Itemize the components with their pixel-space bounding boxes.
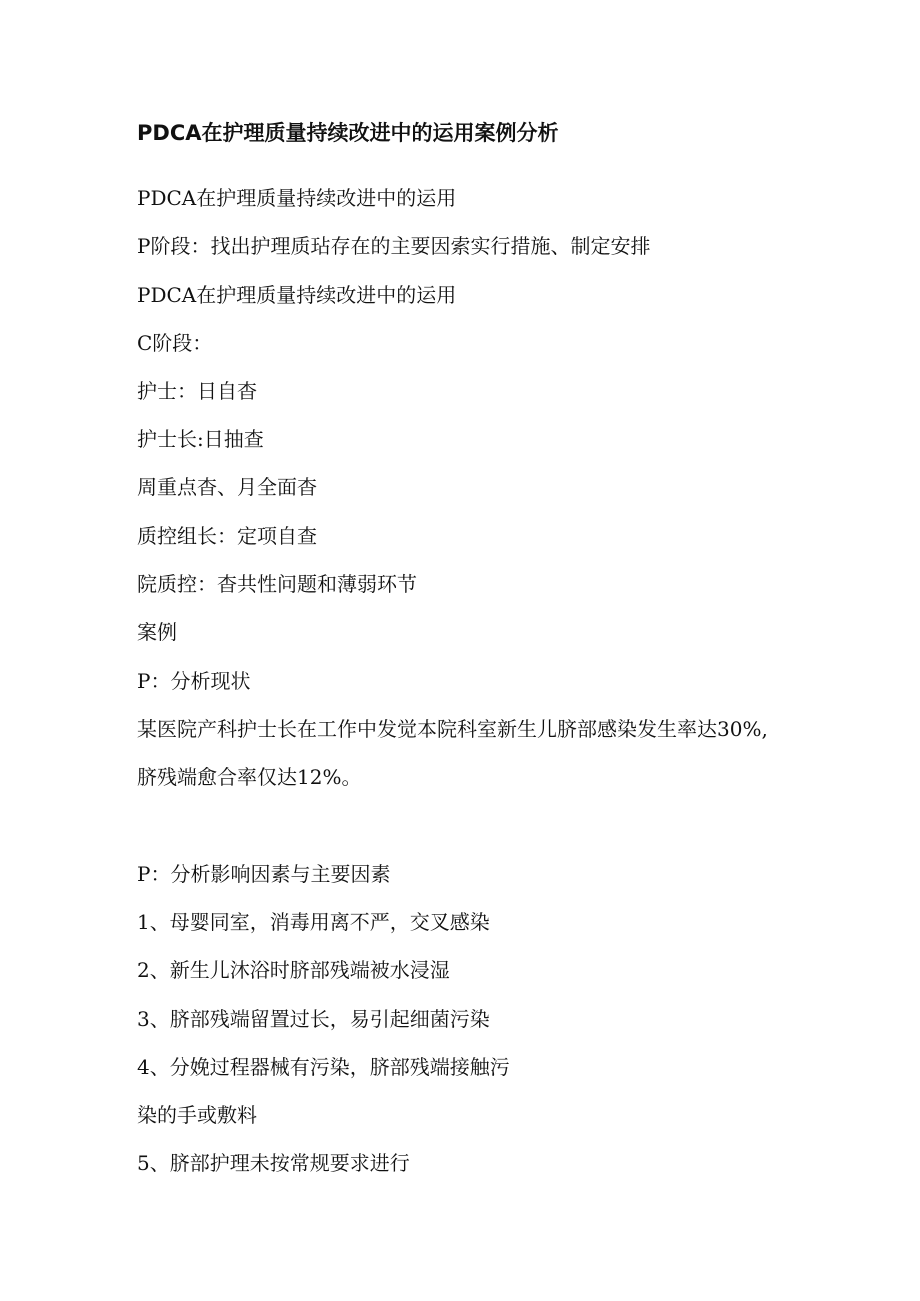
text-line: PDCA在护理质量持续改进中的运用 xyxy=(137,283,457,307)
text-line: 周重点杳、月全面杳 xyxy=(137,475,317,499)
text-line: P：分析影响因素与主要因素 xyxy=(137,862,391,886)
text-line: 护士：日自杳 xyxy=(137,379,257,403)
text-line: P：分析现状 xyxy=(137,669,251,693)
text-line: 质控组长：定项自查 xyxy=(137,524,317,548)
text-line: C阶段： xyxy=(137,331,213,355)
list-item: 5、脐部护理未按常规要求进行 xyxy=(137,1151,410,1175)
text-line: 某医院产科护士长在工作中发觉本院科室新生儿脐部感染发生率达30%, xyxy=(137,717,768,741)
document-title: PDCA在护理质量持续改进中的运用案例分析 xyxy=(137,121,559,145)
text-line: 院质控：杳共性问题和薄弱环节 xyxy=(137,572,417,596)
text-line: 护士长:日抽查 xyxy=(137,427,264,451)
text-line: PDCA在护理质量持续改进中的运用 xyxy=(137,186,457,210)
text-line: P阶段：找出护理质玷存在的主要因索实行措施、制定安排 xyxy=(137,234,651,258)
list-item-continuation: 染的手或敷料 xyxy=(137,1103,257,1127)
text-line: 脐残端愈合率仅达12%。 xyxy=(137,765,362,789)
list-item: 2、新生儿沐浴时脐部残端被水浸湿 xyxy=(137,958,450,982)
list-item: 3、脐部残端留置过长，易引起细菌污染 xyxy=(137,1007,490,1031)
section-heading: 案例 xyxy=(137,620,177,644)
list-item: 4、分娩过程器械有污染，脐部残端接触污 xyxy=(137,1055,510,1079)
list-item: 1、母婴同室，消毒用离不严，交叉感染 xyxy=(137,910,490,934)
